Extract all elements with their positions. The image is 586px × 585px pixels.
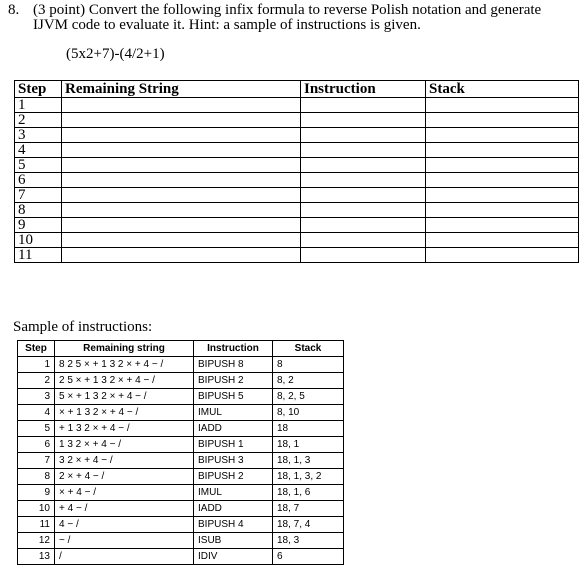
worksheet-instruction-cell xyxy=(301,98,426,113)
infix-formula: (5x2+7)-(4/2+1) xyxy=(66,46,165,62)
sample-instruction-cell: BIPUSH 4 xyxy=(194,517,273,533)
worksheet-stack-cell xyxy=(426,128,579,143)
sample-stack-cell: 18 xyxy=(273,421,344,437)
sample-stack-cell: 18, 3 xyxy=(273,533,344,549)
question-text: (3 point) Convert the following infix formula to reverse Polish notation and generate IJVM code to evaluate it. Hint: a sample of instructions is given. xyxy=(33,2,542,33)
worksheet-step-cell: 2 xyxy=(15,113,62,128)
sample-stack-cell: 8, 2, 5 xyxy=(273,389,344,405)
worksheet-row xyxy=(15,158,579,173)
sample-row xyxy=(18,549,344,565)
worksheet-row xyxy=(15,113,579,128)
sample-step-cell: 8 xyxy=(18,469,55,485)
sample-row xyxy=(18,469,344,485)
worksheet-row xyxy=(15,203,579,218)
worksheet-stack-cell xyxy=(426,218,579,233)
sample-remaining-cell: − / xyxy=(55,533,194,549)
sample-instruction-cell: IADD xyxy=(194,501,273,517)
worksheet-remaining-cell xyxy=(62,128,301,143)
worksheet-stack-cell xyxy=(426,248,579,263)
sample-row xyxy=(18,421,344,437)
worksheet-instruction-cell xyxy=(301,113,426,128)
worksheet-row xyxy=(15,218,579,233)
worksheet-instruction-cell xyxy=(301,143,426,158)
worksheet-instruction-cell xyxy=(301,218,426,233)
worksheet-row xyxy=(15,188,579,203)
worksheet-row xyxy=(15,233,579,248)
worksheet-step-cell: 1 xyxy=(15,98,62,113)
sample-stack-cell: 18, 7 xyxy=(273,501,344,517)
worksheet-remaining-cell xyxy=(62,113,301,128)
sample-stack-cell: 8 xyxy=(273,357,344,373)
sample-row xyxy=(18,437,344,453)
sample-remaining-cell: 5 × + 1 3 2 × + 4 − / xyxy=(55,389,194,405)
sample-remaining-cell: / xyxy=(55,549,194,565)
worksheet-instruction-cell xyxy=(301,203,426,218)
sample-table xyxy=(17,340,344,565)
worksheet-table xyxy=(14,80,579,263)
sample-step-cell: 3 xyxy=(18,389,55,405)
worksheet-instruction-cell xyxy=(301,158,426,173)
sample-step-cell: 6 xyxy=(18,437,55,453)
sample-remaining-cell: + 4 − / xyxy=(55,501,194,517)
sample-header-row xyxy=(18,341,344,357)
worksheet-instruction-cell xyxy=(301,173,426,188)
sample-stack-cell: 8, 2 xyxy=(273,373,344,389)
sample-stack-cell: 8, 10 xyxy=(273,405,344,421)
worksheet-row xyxy=(15,143,579,158)
worksheet-instruction-cell xyxy=(301,188,426,203)
worksheet-row xyxy=(15,128,579,143)
worksheet-header-row xyxy=(15,81,579,98)
sample-step-cell: 12 xyxy=(18,533,55,549)
worksheet-step-cell: 4 xyxy=(15,143,62,158)
sample-remaining-cell: × + 4 − / xyxy=(55,485,194,501)
sample-header-stack: Stack xyxy=(273,341,344,357)
worksheet-stack-cell xyxy=(426,188,579,203)
sample-row xyxy=(18,485,344,501)
sample-step-cell: 2 xyxy=(18,373,55,389)
sample-stack-cell: 18, 1, 3, 2 xyxy=(273,469,344,485)
sample-remaining-cell: 8 2 5 × + 1 3 2 × + 4 − / xyxy=(55,357,194,373)
sample-stack-cell: 6 xyxy=(273,549,344,565)
sample-instruction-cell: IADD xyxy=(194,421,273,437)
sample-stack-cell: 18, 1 xyxy=(273,437,344,453)
sample-step-cell: 10 xyxy=(18,501,55,517)
sample-instruction-cell: BIPUSH 2 xyxy=(194,373,273,389)
sample-title: Sample of instructions: xyxy=(13,319,153,335)
worksheet-stack-cell xyxy=(426,203,579,218)
sample-instruction-cell: BIPUSH 8 xyxy=(194,357,273,373)
worksheet-remaining-cell xyxy=(62,248,301,263)
sample-header-step: Step xyxy=(18,341,55,357)
sample-remaining-cell: 2 × + 4 − / xyxy=(55,469,194,485)
sample-remaining-cell: 1 3 2 × + 4 − / xyxy=(55,437,194,453)
worksheet-stack-cell xyxy=(426,143,579,158)
sample-row xyxy=(18,373,344,389)
sample-row xyxy=(18,453,344,469)
worksheet-step-cell: 7 xyxy=(15,188,62,203)
sample-instruction-cell: ISUB xyxy=(194,533,273,549)
worksheet-row xyxy=(15,98,579,113)
worksheet-remaining-cell xyxy=(62,158,301,173)
worksheet-remaining-cell xyxy=(62,218,301,233)
worksheet-stack-cell xyxy=(426,158,579,173)
sample-instruction-cell: IMUL xyxy=(194,405,273,421)
sample-step-cell: 5 xyxy=(18,421,55,437)
worksheet-header-instruction: Instruction xyxy=(301,81,426,98)
worksheet-stack-cell xyxy=(426,233,579,248)
sample-remaining-cell: × + 1 3 2 × + 4 − / xyxy=(55,405,194,421)
sample-stack-cell: 18, 1, 3 xyxy=(273,453,344,469)
sample-remaining-cell: 4 − / xyxy=(55,517,194,533)
sample-row xyxy=(18,517,344,533)
sample-step-cell: 7 xyxy=(18,453,55,469)
worksheet-header-step: Step xyxy=(15,81,62,98)
worksheet-row xyxy=(15,248,579,263)
worksheet-header-stack: Stack xyxy=(426,81,579,98)
worksheet-instruction-cell xyxy=(301,248,426,263)
sample-step-cell: 11 xyxy=(18,517,55,533)
sample-instruction-cell: IDIV xyxy=(194,549,273,565)
worksheet-step-cell: 3 xyxy=(15,128,62,143)
sample-header-remaining: Remaining string xyxy=(55,341,194,357)
sample-remaining-cell: 3 2 × + 4 − / xyxy=(55,453,194,469)
sample-stack-cell: 18, 7, 4 xyxy=(273,517,344,533)
sample-instruction-cell: BIPUSH 2 xyxy=(194,469,273,485)
sample-instruction-cell: BIPUSH 5 xyxy=(194,389,273,405)
worksheet-remaining-cell xyxy=(62,143,301,158)
worksheet-remaining-cell xyxy=(62,188,301,203)
sample-step-cell: 1 xyxy=(18,357,55,373)
sample-row xyxy=(18,501,344,517)
worksheet-step-cell: 8 xyxy=(15,203,62,218)
sample-row xyxy=(18,533,344,549)
sample-step-cell: 4 xyxy=(18,405,55,421)
question-number: 8. xyxy=(8,2,20,18)
sample-header-instruction: Instruction xyxy=(194,341,273,357)
worksheet-remaining-cell xyxy=(62,98,301,113)
worksheet-header-remaining: Remaining String xyxy=(62,81,301,98)
sample-row xyxy=(18,389,344,405)
sample-row xyxy=(18,405,344,421)
worksheet-step-cell: 11 xyxy=(15,248,62,263)
sample-remaining-cell: 2 5 × + 1 3 2 × + 4 − / xyxy=(55,373,194,389)
worksheet-stack-cell xyxy=(426,98,579,113)
sample-row xyxy=(18,357,344,373)
worksheet-step-cell: 9 xyxy=(15,218,62,233)
sample-stack-cell: 18, 1, 6 xyxy=(273,485,344,501)
worksheet-stack-cell xyxy=(426,173,579,188)
worksheet-remaining-cell xyxy=(62,203,301,218)
worksheet-stack-cell xyxy=(426,113,579,128)
sample-step-cell: 9 xyxy=(18,485,55,501)
sample-instruction-cell: IMUL xyxy=(194,485,273,501)
worksheet-step-cell: 5 xyxy=(15,158,62,173)
sample-instruction-cell: BIPUSH 3 xyxy=(194,453,273,469)
worksheet-step-cell: 10 xyxy=(15,233,62,248)
worksheet-instruction-cell xyxy=(301,128,426,143)
worksheet-remaining-cell xyxy=(62,173,301,188)
worksheet-step-cell: 6 xyxy=(15,173,62,188)
sample-instruction-cell: BIPUSH 1 xyxy=(194,437,273,453)
sample-step-cell: 13 xyxy=(18,549,55,565)
worksheet-remaining-cell xyxy=(62,233,301,248)
sample-remaining-cell: + 1 3 2 × + 4 − / xyxy=(55,421,194,437)
worksheet-instruction-cell xyxy=(301,233,426,248)
worksheet-row xyxy=(15,173,579,188)
